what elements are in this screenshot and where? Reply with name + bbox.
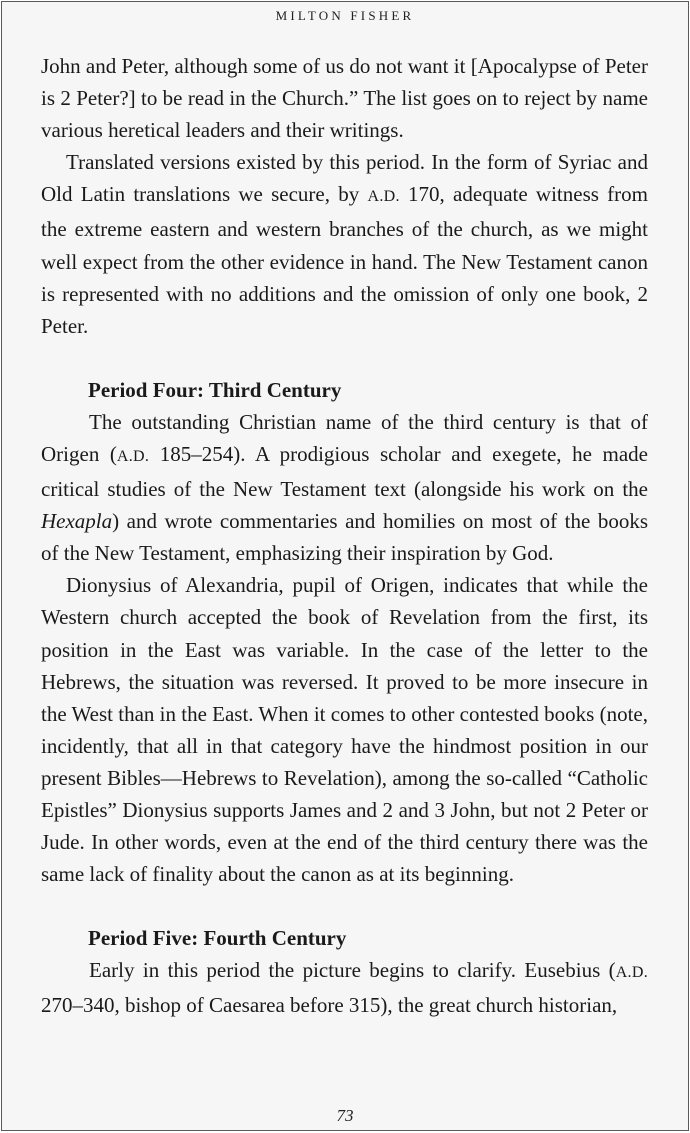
body-text — [41, 50, 648, 1021]
paragraph-dionysius: Dionysius of Alexandria, pupil of Origen, indicates that while the Western church accepted the book of Revelation from the first, its position in the East was variable. In the case of the letter to the Hebrews, the situation was reversed. It proved to be more insecure in the West than in the East. When it comes to other contested books (note, incidently, that all in that category have the hindmost position in our present Bibles—Hebrews to Revelation), among the so-called “Catholic Epistles” Dionysius supports James and 2 and 3 John, but not 2 Peter or Jude. In other words, even at the end of the third century there was the same lack of finality about the canon as at its beginning. — [41, 573, 648, 887]
paragraph-origen: The outstanding Christian name of the third century is that of Origen (A.D. 185–254). A prodigious scholar and exegete, he made critical studies of the New Testament text (alongside his work on the Hexapla) and wrote commentaries and homilies on most of the books of the New Testament, emphasizing their inspiration by God. — [41, 409, 648, 566]
paragraph-translated-versions: Translated versions existed by this period. In the form of Syriac and Old Latin translations we secure, by A.D. 170, adequate witness from the extreme eastern and western branches of the church, as we might well expect from the other evidence in hand. The New Testament canon is represented with no additions and the omission of only one book, 2 Peter. — [41, 150, 648, 338]
era-abbreviation: A.D. — [615, 964, 648, 982]
paragraph-eusebius: Early in this period the picture begins to clarify. Eusebius (A.D. 270–340, bishop of Caesarea before 315), the great church historian, — [41, 958, 648, 1018]
book-page — [1, 1, 689, 1131]
era-abbreviation: A.D. — [367, 188, 400, 206]
section-heading-period-five: Period Five: Fourth Century — [88, 926, 347, 951]
section-heading-period-four: Period Four: Third Century — [88, 377, 342, 402]
era-abbreviation: A.D. — [116, 447, 150, 465]
hexapla-title: Hexapla — [41, 509, 113, 534]
paragraph-continued: John and Peter, although some of us do not want it [Apocalypse of Peter is 2 Peter?] to be read in the Church.” The list goes on to reject by name various heretical leaders and their writings. — [41, 54, 648, 143]
running-head: MILTON FISHER — [275, 8, 415, 23]
page-number: 73 — [336, 1106, 354, 1125]
